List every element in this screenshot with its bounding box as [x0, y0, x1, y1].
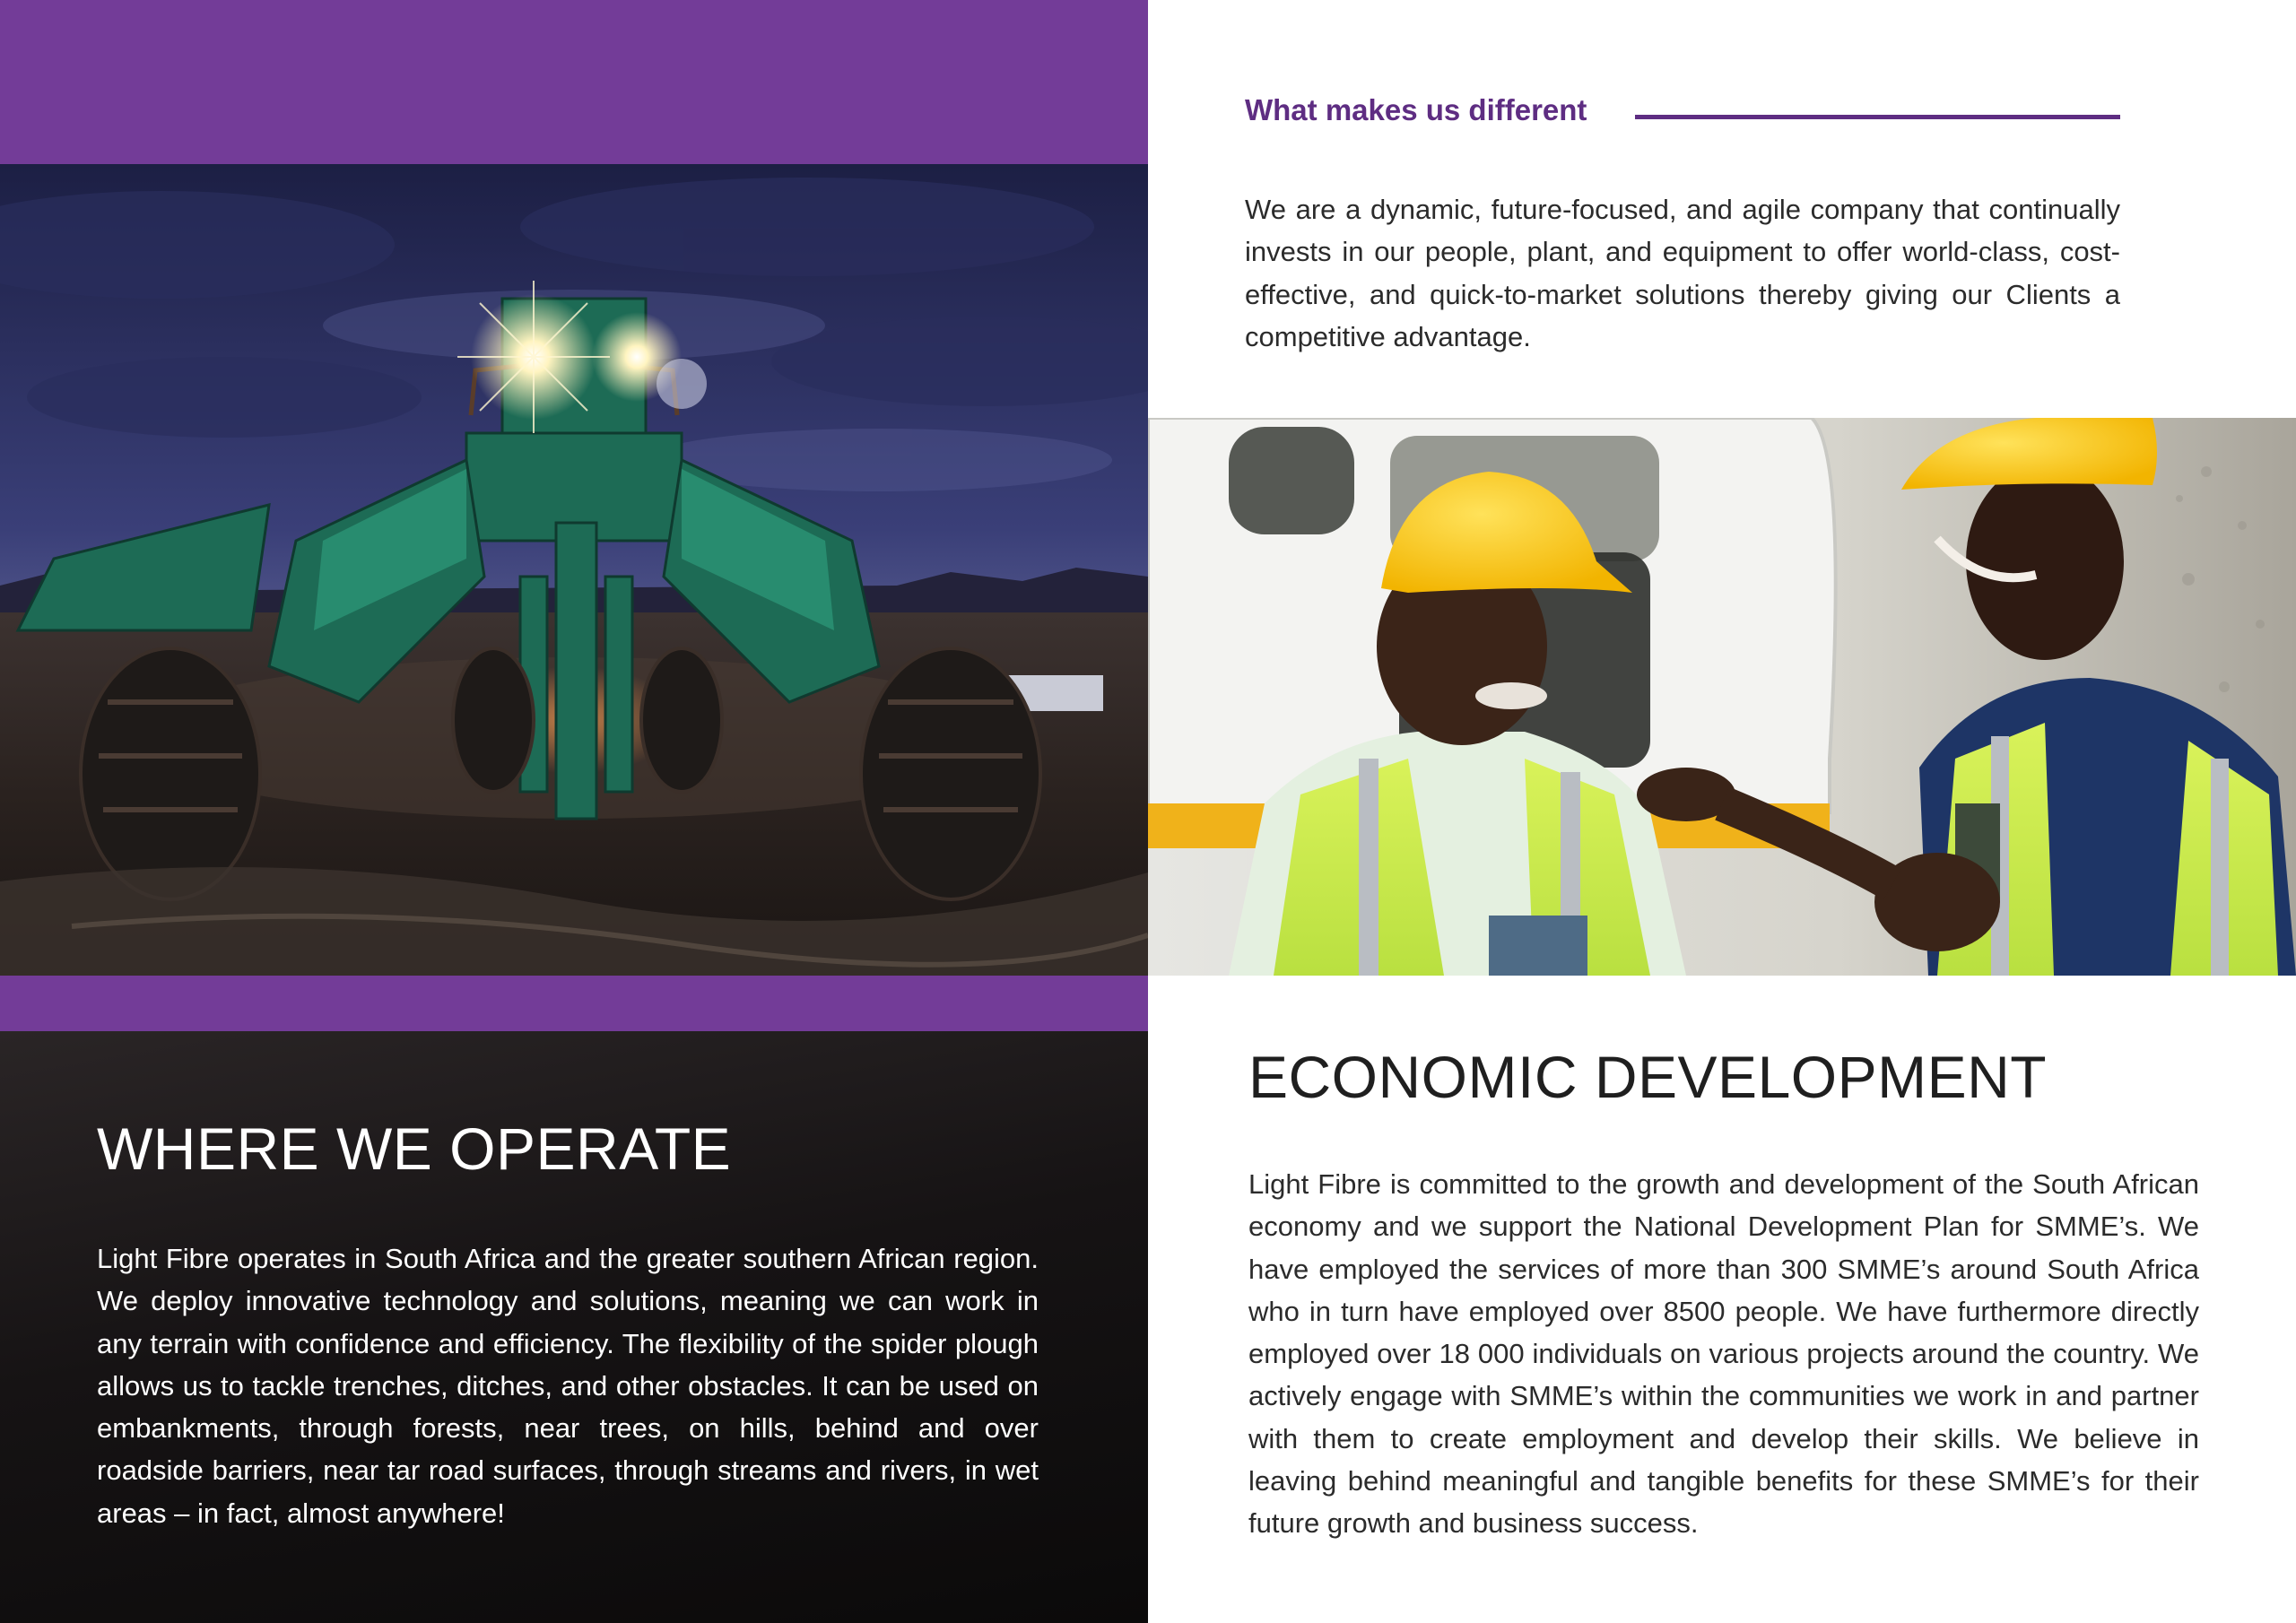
purple-divider-band — [0, 976, 1148, 1031]
spider-plough-tractor-photo — [0, 164, 1148, 976]
where-we-operate-heading: WHERE WE OPERATE — [97, 1115, 732, 1182]
where-we-operate-text: Light Fibre operates in South Africa and the greater southern African region. We deploy innovative technology and solutions, meaning we can work in any terrain with confidence and efficiency. The flexibility of the spider plough allows us to tackle trenches, ditches, and other obstacles. It can be used on embankments, through forests, near trees, on hills, behind and over roadside barriers, near tar road surfaces, through streams and rivers, in wet areas – in fact, almost anywhere! — [97, 1243, 1039, 1529]
workers-handshake-photo — [1148, 418, 2296, 976]
economic-development-heading: ECONOMIC DEVELOPMENT — [1248, 1044, 2048, 1110]
what-makes-us-different-text: We are a dynamic, future-focused, and agile company that continually invests in our people, plant, and equipment to offer world-class, cost-effective, and quick-to-market solutions thereby giving our Clients a competitive advantage. — [1245, 194, 2120, 352]
economic-development-text: Light Fibre is committed to the growth and development of the South African economy and we support the National Development Plan for SMME’s. We have employed the services of more than 300 SMME’s around South Africa who in turn have employed over 8500 people. We have furthermore directly employed over 18 000 individuals on various projects around the country. We actively engage with SMME’s within the communities we work in and partner with them to create employment and develop their skills. We believe in leaving behind meaningful and tangible benefits for these SMME’s for their future growth and business success. — [1248, 1168, 2199, 1540]
purple-header-band — [0, 0, 1148, 164]
heading-rule — [1635, 115, 2120, 119]
what-makes-us-different-heading: What makes us different — [1245, 93, 1587, 126]
